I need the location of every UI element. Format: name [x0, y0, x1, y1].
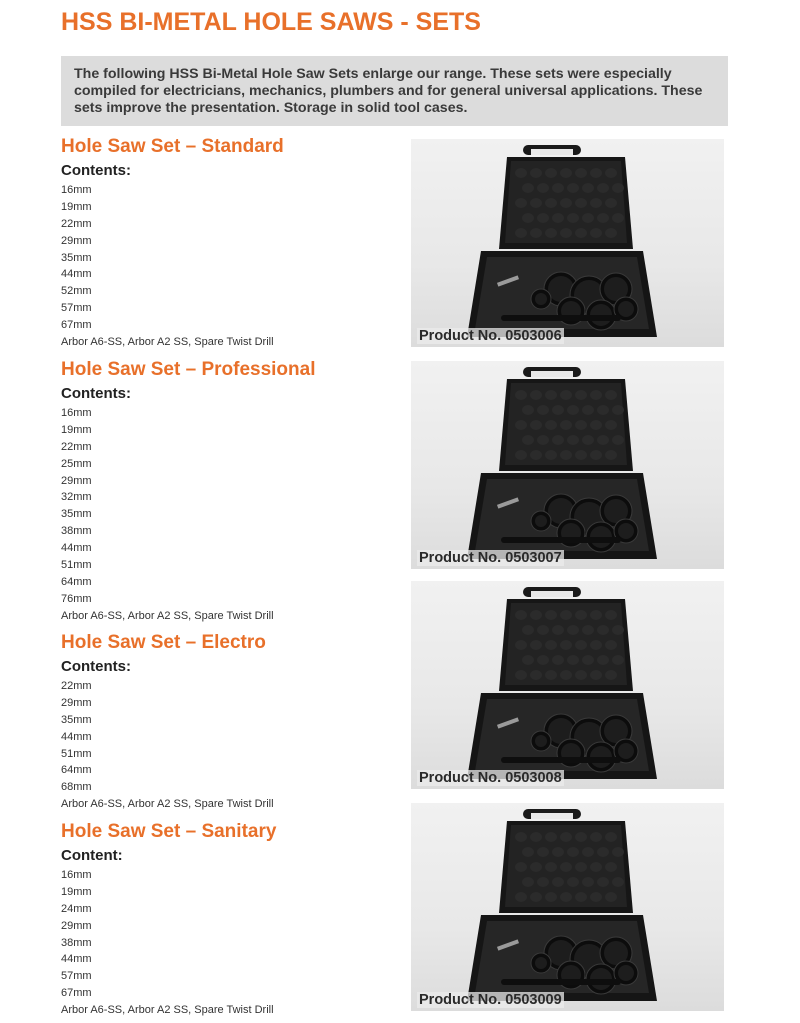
contents-label: Contents: [61, 385, 131, 402]
contents-list [61, 678, 274, 813]
tool-case-image [411, 581, 724, 789]
product-number: Product No. 0503009 [419, 992, 562, 1008]
list-item: Arbor A6-SS, Arbor A2 SS, Spare Twist Drill [61, 1004, 274, 1017]
tool-case-image [411, 803, 724, 1011]
product-photo-electro [411, 581, 724, 789]
product-number: Product No. 0503008 [419, 770, 562, 786]
list-item: 32mm [61, 491, 92, 504]
tool-case-image [411, 139, 724, 347]
list-item: 24mm [61, 902, 92, 915]
list-item: 16mm [61, 407, 92, 419]
contents-label: Contents: [61, 162, 131, 179]
list-item: 19mm [61, 200, 92, 213]
product-photo-standard [411, 139, 724, 347]
list-item: 29mm [61, 696, 92, 709]
product-number: Product No. 0503007 [419, 550, 562, 566]
list-item: 68mm [61, 781, 92, 794]
list-item: 22mm [61, 217, 92, 230]
set-professional [61, 358, 315, 625]
contents-list [61, 867, 276, 1019]
page-title: HSS BI-METAL HOLE SAWS - SETS [61, 8, 481, 36]
list-item: Arbor A6-SS, Arbor A2 SS, Spare Twist Drill [61, 609, 274, 622]
list-item: 57mm [61, 970, 92, 983]
list-item: Arbor A6-SS, Arbor A2 SS, Spare Twist Drill [61, 798, 274, 811]
contents-label: Contents: [61, 658, 131, 675]
list-item: 67mm [61, 987, 92, 1000]
list-item: 19mm [61, 885, 92, 898]
set-standard [61, 135, 284, 351]
list-item: 64mm [61, 764, 92, 777]
set-title: Hole Saw Set – Sanitary [61, 821, 277, 842]
tool-case-image [411, 361, 724, 569]
list-item: 35mm [61, 508, 92, 521]
set-electro [61, 631, 274, 813]
list-item: 29mm [61, 234, 92, 247]
product-number: Product No. 0503006 [419, 328, 562, 344]
list-item: 29mm [61, 474, 92, 487]
list-item: 44mm [61, 542, 92, 555]
list-item: 35mm [61, 713, 92, 726]
contents-list [61, 182, 284, 351]
list-item: 44mm [61, 730, 92, 743]
set-title: Hole Saw Set – Professional [61, 359, 316, 380]
contents-label: Content: [61, 847, 123, 864]
list-item: 16mm [61, 184, 92, 196]
list-item: 76mm [61, 592, 92, 605]
set-title: Hole Saw Set – Electro [61, 632, 266, 653]
list-item: 19mm [61, 423, 92, 436]
list-item: 38mm [61, 525, 92, 538]
list-item: 52mm [61, 285, 92, 298]
list-item: 44mm [61, 268, 92, 281]
list-item: 25mm [61, 457, 92, 470]
list-item: 22mm [61, 440, 92, 453]
set-title: Hole Saw Set – Standard [61, 136, 284, 157]
list-item: 38mm [61, 936, 92, 949]
list-item: 64mm [61, 575, 92, 588]
list-item: 51mm [61, 559, 92, 572]
list-item: 51mm [61, 747, 92, 760]
list-item: 29mm [61, 919, 92, 932]
list-item: 57mm [61, 302, 92, 315]
product-photo-sanitary [411, 803, 724, 1011]
list-item: Arbor A6-SS, Arbor A2 SS, Spare Twist Drill [61, 336, 274, 349]
list-item: 35mm [61, 251, 92, 264]
set-sanitary [61, 820, 276, 1019]
list-item: 44mm [61, 953, 92, 966]
list-item: 22mm [61, 680, 92, 692]
list-item: 67mm [61, 319, 92, 332]
contents-list [61, 405, 315, 625]
list-item: 16mm [61, 869, 92, 881]
product-photo-professional [411, 361, 724, 569]
intro-text: The following HSS Bi-Metal Hole Saw Sets enlarge our range. These sets were especially compiled for electricians, mechanics, plumbers and for general universal applications. These sets improve the presentation. Storage in solid tool cases. [61, 56, 728, 126]
